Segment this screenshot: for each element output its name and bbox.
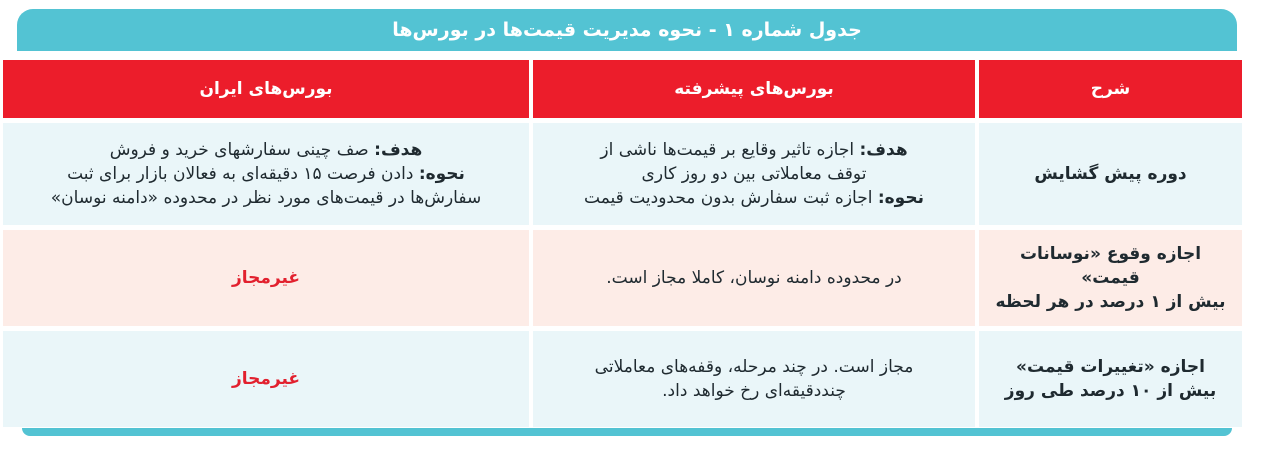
iran-method-line1: [67, 162, 465, 186]
header-iran-exchanges: بورس‌های ایران: [3, 60, 529, 118]
header-advanced-exchanges: بورس‌های پیشرفته: [533, 60, 975, 118]
method-text: اجازه ثبت سفارش بدون محدودیت قیمت: [584, 188, 878, 208]
row-price-change-iran: غیرمجاز: [3, 331, 529, 427]
advanced-line2: چنددقیقه‌ای رخ خواهد داد.: [662, 381, 846, 401]
row-price-change-advanced: [533, 331, 975, 427]
table-bottom-border: [22, 428, 1232, 436]
row-fluctuation-iran: غیرمجاز: [3, 230, 529, 326]
goal-text: صف چینی سفارشهای خرید و فروش: [109, 140, 375, 160]
label-line1: اجازه «تغییرات قیمت»: [1016, 357, 1205, 377]
method-label: نحوه:: [877, 188, 924, 208]
label-line2: بیش از ۱ درصد در هر لحظه: [995, 292, 1226, 312]
goal-label: هدف:: [859, 140, 908, 160]
advanced-method-line: [584, 186, 924, 210]
method-label: نحوه:: [418, 164, 465, 184]
advanced-goal-line1: [600, 138, 907, 162]
method-text: دادن فرصت ۱۵ دقیقه‌ای به فعالان بازار برای ثبت: [67, 164, 419, 184]
row-preopening-label: دوره پیش گشایش: [979, 123, 1242, 225]
advanced-line1: مجاز است. در چند مرحله، وقفه‌های معاملاتی: [594, 357, 914, 377]
table-title: [17, 9, 1237, 51]
price-management-table: [10, 60, 1242, 425]
iran-goal-line: [110, 138, 423, 162]
label-line1: اجازه وقوع «نوسانات قیمت»: [1019, 244, 1202, 288]
advanced-goal-line2: توقف معاملاتی بین دو روز کاری: [641, 164, 867, 184]
table-title-text: جدول شماره ۱ - نحوه مدیریت قیمت‌ها در بورس‌ها: [392, 19, 862, 41]
header-description: شرح: [979, 60, 1242, 118]
goal-label: هدف:: [374, 140, 423, 160]
row-price-change-label: [979, 331, 1242, 427]
goal-text: اجازه تاثیر وقایع بر قیمت‌ها ناشی از: [600, 140, 860, 160]
row-fluctuation-advanced: در محدوده دامنه نوسان، کاملا مجاز است.: [533, 230, 975, 326]
iran-method-line2: سفارش‌ها در قیمت‌های مورد نظر در محدوده «دامنه نوسان»: [50, 188, 482, 208]
row-fluctuation-label: [979, 230, 1242, 326]
label-line2: بیش از ۱۰ درصد طی روز: [1004, 381, 1217, 401]
row-preopening-advanced: [533, 123, 975, 225]
row-preopening-iran: [3, 123, 529, 225]
